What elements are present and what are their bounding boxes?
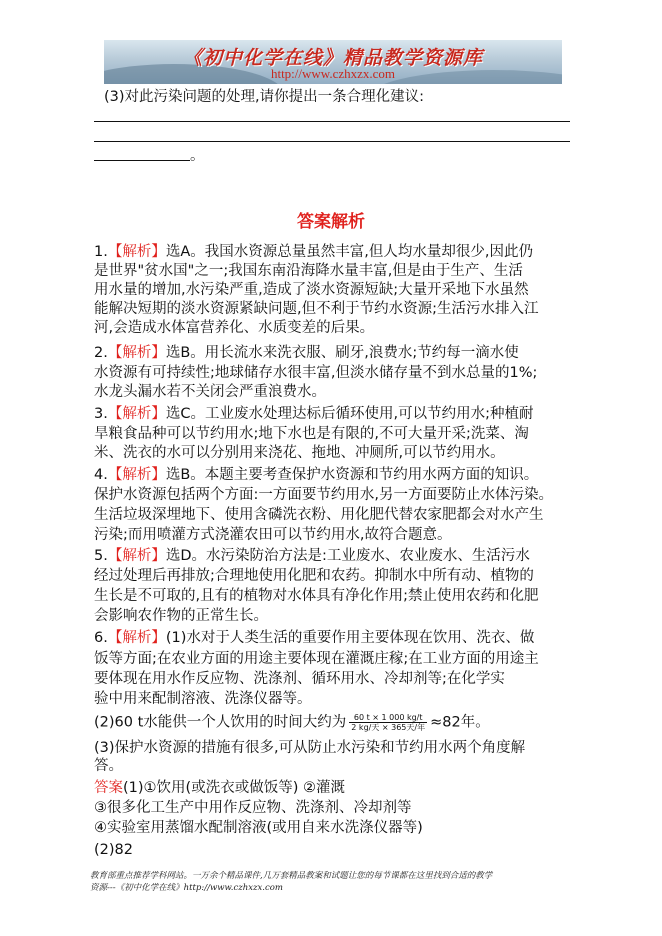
answer-1-line: 用水量的增加,水污染严重,造成了淡水资源短缺;大量开采地下水虽然 — [94, 282, 529, 298]
answer-6-line: 验中用来配制溶液、洗涤仪器等。 — [94, 691, 312, 707]
answer-key-line: ④实验室用蒸馏水配制溶液(或用自来水洗涤仪器等) — [94, 820, 423, 836]
answer-5-line: 会影响农作物的正常生长。 — [94, 608, 268, 624]
fraction-numerator: 60 t × 1 000 kg/t — [349, 713, 427, 723]
answer-blank-line[interactable] — [94, 121, 570, 122]
answer-section-title: 答案解析 — [297, 212, 365, 232]
answer-4-line: 保护水资源包括两个方面:一方面要节约用水,另一方面要防止水体污染。 — [94, 487, 553, 503]
question-prompt: (3)对此污染问题的处理,请你提出一条合理化建议: — [104, 89, 425, 105]
footer-note — [90, 870, 590, 894]
answer-1-line: 是世界"贫水国"之一;我国东南沿海降水量丰富,但是由于生产、生活 — [94, 263, 523, 279]
answer-6-part3-line: (3)保护水资源的措施有很多,可从防止水污染和节约用水两个角度解 — [94, 740, 526, 756]
footer-line: 教育部重点推荐学科网站。一万余个精品课件,几万套精品教案和试题让您的每节课都在这里找到合适的教学 — [90, 871, 493, 881]
answer-2-first-line: 2.【解析】选B。用长流水来洗衣服、刷牙,浪费水;节约每一滴水使 — [94, 345, 519, 361]
question-line-end: 。 — [190, 148, 205, 164]
answer-6-first-line: 6.【解析】(1)水对于人类生活的重要作用主要体现在饮用、洗衣、做 — [94, 630, 535, 646]
answer-blank-line[interactable] — [94, 160, 190, 161]
answer-key-line: ③很多化工生产中用作反应物、洗涤剂、冷却剂等 — [94, 800, 412, 816]
analysis-tag: 【解析】 — [107, 630, 166, 646]
answer-4-line: 污染;而用喷灌方式浇灌农田可以节约用水,故符合题意。 — [94, 527, 452, 543]
analysis-tag: 【解析】 — [107, 467, 166, 483]
calculation-result: ≈82年。 — [430, 714, 490, 731]
calculation-prefix: (2)60 t水能供一个人饮用的时间大约为 — [94, 714, 347, 731]
header-banner — [104, 40, 562, 84]
analysis-tag: 【解析】 — [107, 406, 166, 422]
answer-2-line: 水资源有可持续性;地球储存水很丰富,但淡水储存量不到水总量的1%; — [94, 365, 538, 381]
answer-blank-line[interactable] — [94, 141, 570, 142]
answer-3-line: 旱粮食品种可以节约用水;地下水也是有限的,不可大量开采;洗菜、淘 — [94, 426, 529, 442]
analysis-tag: 【解析】 — [107, 345, 166, 361]
analysis-tag: 【解析】 — [107, 244, 166, 260]
calculation-fraction — [349, 713, 427, 732]
answer-key-first-line: 答案(1)①饮用(或洗衣或做饭等) ②灌溉 — [94, 780, 345, 796]
answer-key-label: 答案 — [94, 780, 123, 796]
answer-1-first-line: 1.【解析】选A。我国水资源总量虽然丰富,但人均水量却很少,因此仍 — [94, 244, 533, 260]
footer-line: 资源---《初中化学在线》http://www.czhxzx.com — [90, 883, 283, 893]
answer-2-line: 水龙头漏水若不关闭会严重浪费水。 — [94, 384, 326, 400]
banner-url[interactable]: http://www.czhxzx.com — [270, 66, 396, 81]
answer-3-first-line: 3.【解析】选C。工业废水处理达标后循环使用,可以节约用水;种植耐 — [94, 406, 534, 422]
answer-5-line: 经过处理后再排放;合理地使用化肥和农药。抑制水中所有动、植物的 — [94, 568, 534, 584]
fraction-denominator: 2 kg/天 × 365天/年 — [351, 723, 426, 732]
answer-6-line: 要体现在用水作反应物、洗涤剂、循环用水、冷却剂等;在化学实 — [94, 671, 505, 687]
analysis-tag: 【解析】 — [107, 548, 166, 564]
answer-4-first-line: 4.【解析】选B。本题主要考查保护水资源和节约用水两方面的知识。 — [94, 467, 539, 483]
calculation-line — [94, 713, 490, 732]
answer-1-line: 河,会造成水体富营养化、水质变差的后果。 — [94, 320, 375, 336]
answer-3-line: 米、洗衣的水可以分别用来浇花、拖地、冲厕所,可以节约用水。 — [94, 445, 505, 461]
answer-key-line: (2)82 — [94, 842, 133, 858]
answer-5-line: 生长是不可取的,且有的植物对水体具有净化作用;禁止使用农药和化肥 — [94, 588, 539, 604]
answer-6-part3-line: 答。 — [94, 758, 123, 774]
answer-4-line: 生活垃圾深埋地下、使用含磷洗衣粉、用化肥代替农家肥都会对水产生 — [94, 507, 544, 523]
answer-6-line: 饭等方面;在农业方面的用途主要体现在灌溉庄稼;在工业方面的用途主 — [94, 651, 539, 667]
banner-title: 《初中化学在线》精品教学资源库 — [182, 47, 483, 69]
answer-1-line: 能解决短期的淡水资源紧缺问题,但不利于节约水资源;生活污水排入江 — [94, 301, 539, 317]
answer-5-first-line: 5.【解析】选D。水污染防治方法是:工业废水、农业废水、生活污水 — [94, 548, 530, 564]
